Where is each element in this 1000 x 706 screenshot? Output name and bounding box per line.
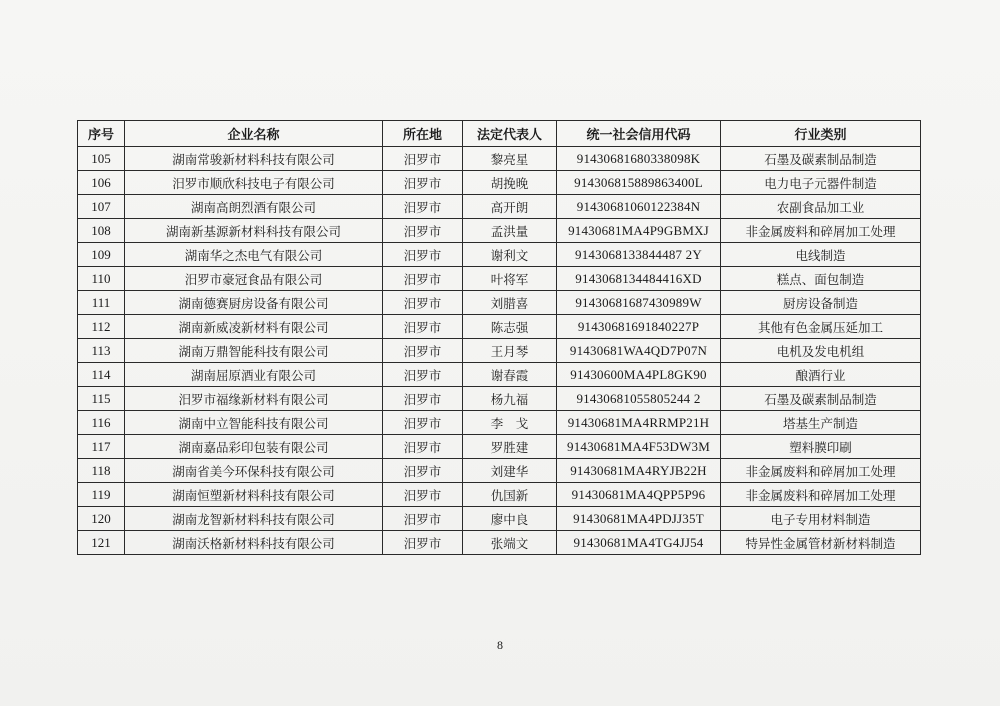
cell-company-name: 湖南德赛厨房设备有限公司 — [125, 291, 383, 315]
cell-location: 汨罗市 — [383, 291, 463, 315]
cell-legal-representative: 王月琴 — [463, 339, 557, 363]
cell-location: 汨罗市 — [383, 171, 463, 195]
table-row — [78, 531, 921, 555]
cell-index: 113 — [78, 339, 125, 363]
table-row — [78, 171, 921, 195]
cell-legal-representative: 谢春霞 — [463, 363, 557, 387]
cell-industry: 石墨及碳素制品制造 — [721, 147, 921, 171]
cell-industry: 石墨及碳素制品制造 — [721, 387, 921, 411]
table-row — [78, 315, 921, 339]
cell-company-name: 汨罗市豪冠食品有限公司 — [125, 267, 383, 291]
cell-industry: 塑料膜印刷 — [721, 435, 921, 459]
cell-company-name: 汨罗市顺欣科技电子有限公司 — [125, 171, 383, 195]
cell-credit-code: 914306815889863400L — [557, 171, 721, 195]
cell-index: 116 — [78, 411, 125, 435]
cell-industry: 非金属废料和碎屑加工处理 — [721, 219, 921, 243]
cell-location: 汨罗市 — [383, 195, 463, 219]
cell-company-name: 湖南华之杰电气有限公司 — [125, 243, 383, 267]
cell-legal-representative: 黎亮星 — [463, 147, 557, 171]
table-header-row — [78, 121, 921, 147]
cell-industry: 其他有色金属压延加工 — [721, 315, 921, 339]
cell-industry: 电线制造 — [721, 243, 921, 267]
enterprise-table — [77, 120, 921, 555]
cell-credit-code: 91430681MA4RYJB22H — [557, 459, 721, 483]
table-row — [78, 339, 921, 363]
cell-index: 110 — [78, 267, 125, 291]
table-row — [78, 435, 921, 459]
table-row — [78, 291, 921, 315]
cell-company-name: 湖南高朗烈酒有限公司 — [125, 195, 383, 219]
table-row — [78, 411, 921, 435]
cell-company-name: 湖南常骏新材料科技有限公司 — [125, 147, 383, 171]
cell-legal-representative: 刘腊喜 — [463, 291, 557, 315]
header-index: 序号 — [78, 121, 125, 147]
cell-location: 汨罗市 — [383, 411, 463, 435]
page-number: 8 — [497, 638, 503, 652]
cell-legal-representative: 陈志强 — [463, 315, 557, 339]
cell-credit-code: 91430600MA4PL8GK90 — [557, 363, 721, 387]
header-legal-representative: 法定代表人 — [463, 121, 557, 147]
cell-location: 汨罗市 — [383, 315, 463, 339]
cell-index: 111 — [78, 291, 125, 315]
cell-legal-representative: 谢利文 — [463, 243, 557, 267]
cell-credit-code: 91430681WA4QD7P07N — [557, 339, 721, 363]
cell-company-name: 湖南屈原酒业有限公司 — [125, 363, 383, 387]
cell-index: 120 — [78, 507, 125, 531]
cell-industry: 电子专用材料制造 — [721, 507, 921, 531]
table-row — [78, 459, 921, 483]
table-row — [78, 267, 921, 291]
cell-credit-code: 91430681680338098K — [557, 147, 721, 171]
cell-industry: 特异性金属管材新材料制造 — [721, 531, 921, 555]
cell-location: 汨罗市 — [383, 531, 463, 555]
cell-location: 汨罗市 — [383, 243, 463, 267]
cell-industry: 电机及发电机组 — [721, 339, 921, 363]
cell-legal-representative: 罗胜建 — [463, 435, 557, 459]
cell-credit-code: 91430681MA4QPP5P96 — [557, 483, 721, 507]
cell-credit-code: 91430681MA4TG4JJ54 — [557, 531, 721, 555]
header-company-name: 企业名称 — [125, 121, 383, 147]
table-row — [78, 483, 921, 507]
cell-location: 汨罗市 — [383, 363, 463, 387]
cell-index: 115 — [78, 387, 125, 411]
cell-credit-code: 91430681MA4RRMP21H — [557, 411, 721, 435]
cell-index: 108 — [78, 219, 125, 243]
table-body — [78, 147, 921, 555]
cell-credit-code: 91430681060122384N — [557, 195, 721, 219]
cell-company-name: 湖南新基源新材料科技有限公司 — [125, 219, 383, 243]
table-row — [78, 219, 921, 243]
cell-industry: 厨房设备制造 — [721, 291, 921, 315]
cell-location: 汨罗市 — [383, 339, 463, 363]
cell-index: 106 — [78, 171, 125, 195]
cell-company-name: 湖南龙智新材料科技有限公司 — [125, 507, 383, 531]
cell-legal-representative: 胡挽晚 — [463, 171, 557, 195]
cell-company-name: 汨罗市福缘新材料有限公司 — [125, 387, 383, 411]
cell-location: 汨罗市 — [383, 387, 463, 411]
header-credit-code: 统一社会信用代码 — [557, 121, 721, 147]
cell-index: 118 — [78, 459, 125, 483]
cell-company-name: 湖南新威凌新材料有限公司 — [125, 315, 383, 339]
cell-industry: 非金属废料和碎屑加工处理 — [721, 483, 921, 507]
cell-index: 109 — [78, 243, 125, 267]
cell-credit-code: 9143068133844487 2Y — [557, 243, 721, 267]
table-row — [78, 195, 921, 219]
cell-credit-code: 91430681691840227P — [557, 315, 721, 339]
cell-credit-code: 91430681055805244 2 — [557, 387, 721, 411]
cell-index: 112 — [78, 315, 125, 339]
cell-index: 107 — [78, 195, 125, 219]
cell-legal-representative: 张端文 — [463, 531, 557, 555]
cell-index: 119 — [78, 483, 125, 507]
cell-industry: 农副食品加工业 — [721, 195, 921, 219]
table-row — [78, 363, 921, 387]
cell-index: 121 — [78, 531, 125, 555]
cell-legal-representative: 仇国新 — [463, 483, 557, 507]
cell-industry: 糕点、面包制造 — [721, 267, 921, 291]
header-location: 所在地 — [383, 121, 463, 147]
cell-company-name: 湖南万鼎智能科技有限公司 — [125, 339, 383, 363]
header-industry: 行业类别 — [721, 121, 921, 147]
cell-credit-code: 91430681MA4P9GBMXJ — [557, 219, 721, 243]
cell-industry: 电力电子元器件制造 — [721, 171, 921, 195]
table-row — [78, 147, 921, 171]
cell-industry: 酿酒行业 — [721, 363, 921, 387]
cell-company-name: 湖南省美今环保科技有限公司 — [125, 459, 383, 483]
cell-credit-code: 91430681MA4PDJJ35T — [557, 507, 721, 531]
cell-location: 汨罗市 — [383, 483, 463, 507]
table-row — [78, 243, 921, 267]
cell-location: 汨罗市 — [383, 435, 463, 459]
cell-index: 117 — [78, 435, 125, 459]
cell-credit-code: 91430681MA4F53DW3M — [557, 435, 721, 459]
cell-company-name: 湖南恒塑新材料科技有限公司 — [125, 483, 383, 507]
cell-location: 汨罗市 — [383, 267, 463, 291]
cell-company-name: 湖南嘉品彩印包装有限公司 — [125, 435, 383, 459]
cell-legal-representative: 杨九福 — [463, 387, 557, 411]
cell-industry: 非金属废料和碎屑加工处理 — [721, 459, 921, 483]
cell-legal-representative: 李 戈 — [463, 411, 557, 435]
cell-legal-representative: 叶将军 — [463, 267, 557, 291]
cell-location: 汨罗市 — [383, 459, 463, 483]
cell-company-name: 湖南中立智能科技有限公司 — [125, 411, 383, 435]
cell-company-name: 湖南沃格新材料科技有限公司 — [125, 531, 383, 555]
cell-legal-representative: 刘建华 — [463, 459, 557, 483]
cell-legal-representative: 孟洪量 — [463, 219, 557, 243]
cell-credit-code: 9143068134484416XD — [557, 267, 721, 291]
cell-location: 汨罗市 — [383, 147, 463, 171]
cell-index: 105 — [78, 147, 125, 171]
cell-industry: 塔基生产制造 — [721, 411, 921, 435]
cell-index: 114 — [78, 363, 125, 387]
cell-legal-representative: 廖中良 — [463, 507, 557, 531]
cell-credit-code: 91430681687430989W — [557, 291, 721, 315]
table-row — [78, 507, 921, 531]
cell-location: 汨罗市 — [383, 507, 463, 531]
cell-legal-representative: 高开朗 — [463, 195, 557, 219]
table-row — [78, 387, 921, 411]
cell-location: 汨罗市 — [383, 219, 463, 243]
